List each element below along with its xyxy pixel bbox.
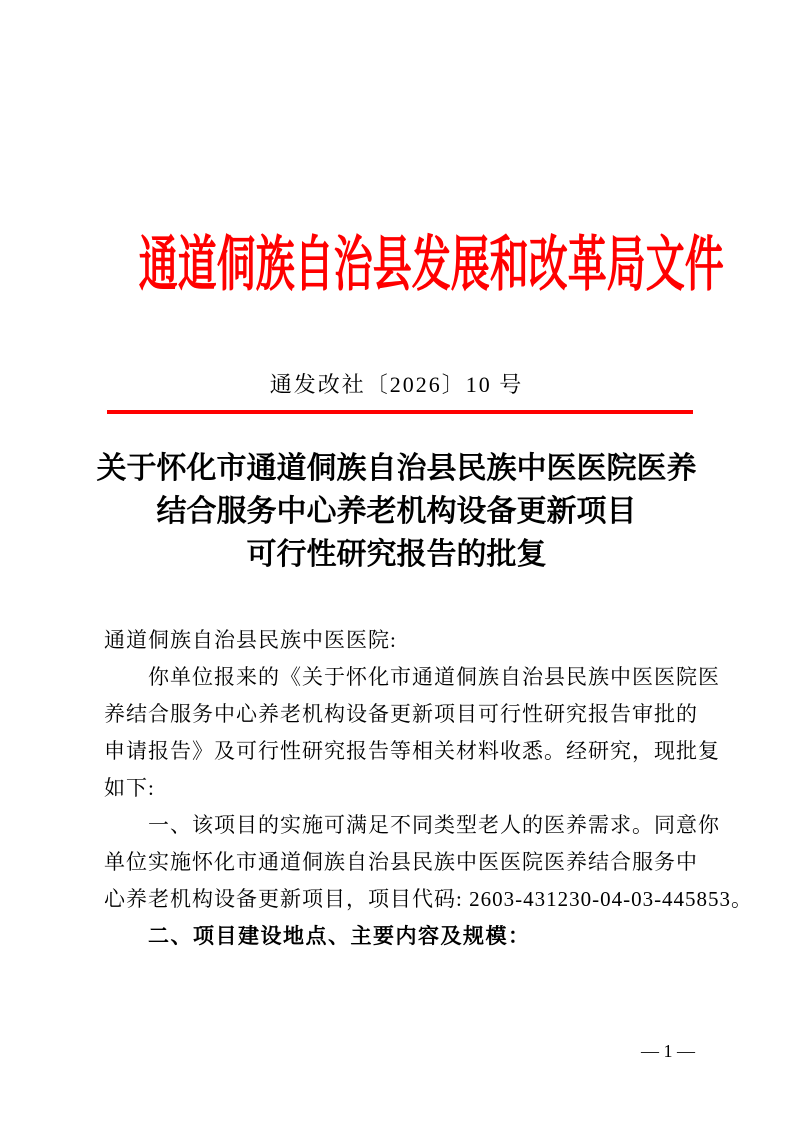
document-body bbox=[104, 622, 754, 955]
body-line: 如下: bbox=[104, 776, 155, 800]
body-line-project-code: 心养老机构设备更新项目，项目代码: 2603-431230-04-03-445853。 bbox=[104, 887, 754, 911]
document-number: 通发改社〔2026〕10 号 bbox=[269, 372, 524, 397]
document-title-line-2: 结合服务中心养老机构设备更新项目 bbox=[156, 495, 637, 528]
body-line: 申请报告》及可行性研究报告等相关材料收悉。经研究，现批复 bbox=[104, 739, 720, 763]
document-title-line-3: 可行性研究报告的批复 bbox=[246, 538, 547, 571]
document-title-line-1: 关于怀化市通道侗族自治县民族中医医院医养 bbox=[96, 452, 697, 485]
body-line: 单位实施怀化市通道侗族自治县民族中医医院医养结合服务中 bbox=[104, 850, 698, 874]
recipient-salutation: 通道侗族自治县民族中医医院: bbox=[104, 628, 397, 652]
red-letterhead-title: 通道侗族自治县发展和改革局文件 bbox=[138, 232, 724, 298]
document-title bbox=[0, 447, 793, 576]
body-line: 你单位报来的《关于怀化市通道侗族自治县民族中医医院医 bbox=[148, 665, 720, 689]
body-line-item-two-heading: 二、项目建设地点、主要内容及规模： bbox=[148, 925, 531, 948]
body-line: 养结合服务中心养老机构设备更新项目可行性研究报告审批的 bbox=[104, 702, 698, 726]
page-number: — 1 — bbox=[641, 1041, 695, 1061]
red-divider-line bbox=[107, 410, 693, 414]
body-line-item-one: 一、该项目的实施可满足不同类型老人的医养需求。同意你 bbox=[148, 813, 720, 837]
